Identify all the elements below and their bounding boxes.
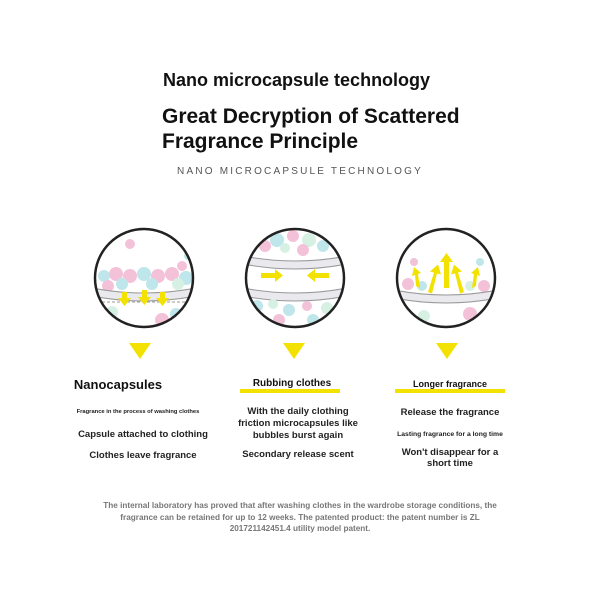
- capsules-attach-icon: [92, 226, 196, 330]
- step-2-down-arrow-icon: [283, 343, 305, 359]
- page-subtitle: Great Decryption of Scattered Fragrance Principle: [162, 105, 460, 153]
- step-3-line-1: Release the fragrance: [400, 407, 500, 418]
- step-2-highlight: [240, 389, 340, 393]
- step-1-line-1: Fragrance in the process of washing clothes: [76, 409, 200, 415]
- step-3-heading: Longer fragrance: [412, 379, 488, 389]
- step-1-down-arrow-icon: [129, 343, 151, 359]
- capsules-release-icon: [394, 226, 498, 330]
- step-1-line-2: Capsule attached to clothing: [78, 429, 208, 440]
- step-2-heading: Rubbing clothes: [252, 378, 332, 389]
- step-3-line-3: Won't disappear for a short time: [401, 447, 499, 469]
- step-3-down-arrow-icon: [436, 343, 458, 359]
- step-3-line-2: Lasting fragrance for a long time: [397, 431, 503, 438]
- step-2-line-1: With the daily clothing friction microcapsules like bubbles burst again: [238, 406, 358, 441]
- step-1-line-3: Clothes leave fragrance: [89, 450, 197, 461]
- page-title: Nano microcapsule technology: [163, 70, 431, 90]
- footer-note: The internal laboratory has proved that after washing clothes in the wardrobe storage conditions, the fragrance can be retained for up to 12 weeks. The patented product: the patent number is ZL 201721142451.4 utility model patent.: [103, 501, 497, 533]
- step-2-line-2: Secondary release scent: [242, 449, 354, 460]
- step-1-heading: Nanocapsules: [73, 377, 163, 392]
- capsules-rub-icon: [243, 226, 347, 330]
- step-3-highlight: [395, 389, 505, 393]
- tagline: NANO MICROCAPSULE TECHNOLOGY: [177, 166, 423, 177]
